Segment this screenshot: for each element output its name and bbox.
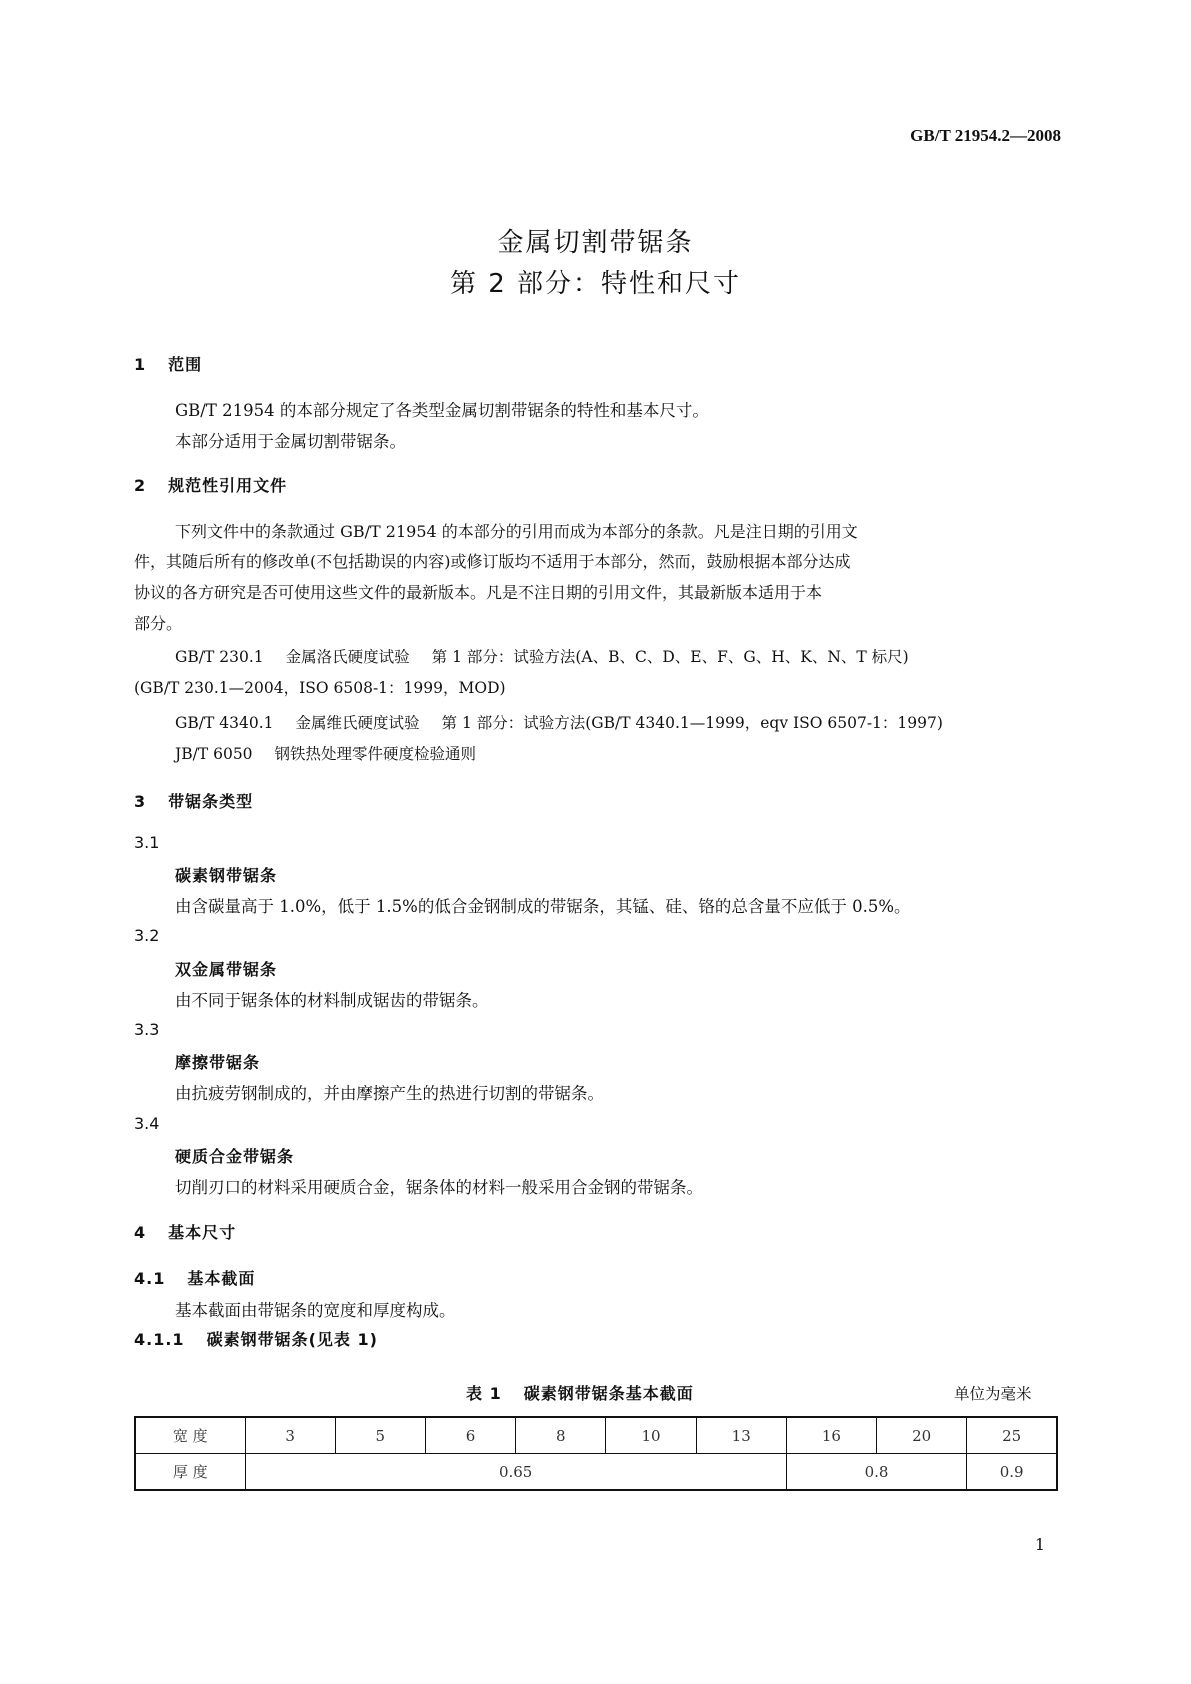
section-2-line-3: 协议的各方研究是否可使用这些文件的最新版本。凡是不注日期的引用文件，其最新版本适用于本 (134, 583, 823, 602)
clause-4-1-1-number: 4.1.1 (134, 1330, 185, 1349)
section-4-heading (134, 1220, 236, 1243)
section-2-number: 2 (134, 476, 147, 495)
thickness-cell: 0.8 (786, 1454, 966, 1491)
reference-2-code: GB/T 4340.1 (175, 714, 274, 732)
thickness-label-cell: 厚 度 (135, 1454, 245, 1491)
section-2-title: 规范性引用文件 (168, 476, 288, 495)
section-1-heading (134, 352, 202, 375)
title-line-2: 第 2 部分：特性和尺寸 (449, 269, 742, 299)
width-cell: 13 (696, 1417, 786, 1454)
reference-2 (175, 711, 943, 733)
reference-2-name: 金属维氏硬度试验 (295, 714, 420, 732)
reference-3 (175, 742, 476, 764)
clause-4-1-1-title: 碳素钢带锯条(见表 1) (206, 1330, 378, 1349)
reference-1-code: GB/T 230.1 (175, 648, 264, 666)
reference-1-continuation: (GB/T 230.1—2004，ISO 6508-1：1999，MOD) (134, 679, 506, 697)
section-1-number: 1 (134, 355, 147, 374)
clause-4-1-heading (134, 1266, 255, 1289)
clause-4-1-text: 基本截面由带锯条的宽度和厚度构成。 (175, 1301, 456, 1320)
section-4-number: 4 (134, 1223, 147, 1242)
table-row-width (135, 1417, 1057, 1454)
clause-3-2-number: 3.2 (134, 926, 160, 945)
clause-3-2-term: 双金属带锯条 (175, 960, 278, 979)
reference-1-part: 第 1 部分：试验方法(A、B、C、D、E、F、G、H、K、N、T 标尺) (431, 648, 909, 666)
title-line-1: 金属切割带锯条 (497, 228, 694, 258)
clause-3-4-definition: 切削刃口的材料采用硬质合金，锯条体的材料一般采用合金钢的带锯条。 (175, 1178, 703, 1197)
width-cell: 6 (425, 1417, 515, 1454)
section-1-para-1: GB/T 21954 的本部分规定了各类型金属切割带锯条的特性和基本尺寸。 (175, 401, 709, 420)
table-row-thickness (135, 1454, 1057, 1491)
reference-2-part: 第 1 部分：试验方法(GB/T 4340.1—1999，eqv ISO 6507-1：1997) (441, 714, 943, 732)
thickness-cell: 0.65 (245, 1454, 786, 1491)
width-cell: 3 (245, 1417, 335, 1454)
reference-3-code: JB/T 6050 (175, 745, 253, 763)
reference-1-name: 金属洛氏硬度试验 (285, 648, 410, 666)
section-1-para-2: 本部分适用于金属切割带锯条。 (175, 432, 406, 451)
width-cell: 25 (967, 1417, 1057, 1454)
table-1-number: 表 1 (466, 1384, 502, 1403)
clause-3-2-definition: 由不同于锯条体的材料制成锯齿的带锯条。 (175, 991, 489, 1010)
table-1 (134, 1416, 1058, 1491)
table-1-title: 碳素钢带锯条基本截面 (523, 1384, 694, 1403)
width-cell: 16 (786, 1417, 876, 1454)
reference-1 (175, 645, 909, 667)
clause-3-3-term: 摩擦带锯条 (175, 1053, 261, 1072)
clause-4-1-number: 4.1 (134, 1269, 166, 1288)
table-1-unit: 单位为毫米 (954, 1385, 1032, 1403)
clause-3-1-term: 碳素钢带锯条 (175, 866, 278, 885)
section-3-number: 3 (134, 792, 147, 811)
section-2-line-4: 部分。 (134, 614, 183, 633)
page-number: 1 (1034, 1535, 1045, 1554)
thickness-cell: 0.9 (967, 1454, 1057, 1491)
standard-number: GB/T 21954.2—2008 (910, 126, 1061, 145)
section-3-title: 带锯条类型 (168, 792, 254, 811)
width-cell: 8 (516, 1417, 606, 1454)
width-cell: 5 (335, 1417, 425, 1454)
clause-3-4-term: 硬质合金带锯条 (175, 1147, 295, 1166)
clause-3-3-definition: 由抗疲劳钢制成的，并由摩擦产生的热进行切割的带锯条。 (175, 1084, 604, 1103)
clause-4-1-title: 基本截面 (187, 1269, 256, 1288)
section-4-title: 基本尺寸 (168, 1223, 237, 1242)
reference-3-name: 钢铁热处理零件硬度检验通则 (274, 745, 477, 763)
width-label-cell: 宽 度 (135, 1417, 245, 1454)
section-1-title: 范围 (168, 355, 203, 374)
section-2-line-2: 件，其随后所有的修改单(不包括勘误的内容)或修订版均不适用于本部分，然而，鼓励根据本部分达成 (134, 552, 851, 571)
clause-4-1-1-heading (134, 1327, 378, 1350)
table-1-caption (466, 1381, 694, 1404)
clause-3-3-number: 3.3 (134, 1020, 160, 1039)
clause-3-1-definition: 由含碳量高于 1.0%，低于 1.5%的低合金钢制成的带锯条，其锰、硅、铬的总含量不应低于 0.5%。 (175, 897, 911, 916)
width-cell: 10 (606, 1417, 696, 1454)
section-3-heading (134, 789, 253, 812)
width-cell: 20 (877, 1417, 967, 1454)
section-2-line-1: 下列文件中的条款通过 GB/T 21954 的本部分的引用而成为本部分的条款。凡是注日期的引用文 (175, 522, 858, 541)
clause-3-4-number: 3.4 (134, 1114, 160, 1133)
clause-3-1-number: 3.1 (134, 833, 160, 852)
section-2-heading (134, 473, 287, 496)
